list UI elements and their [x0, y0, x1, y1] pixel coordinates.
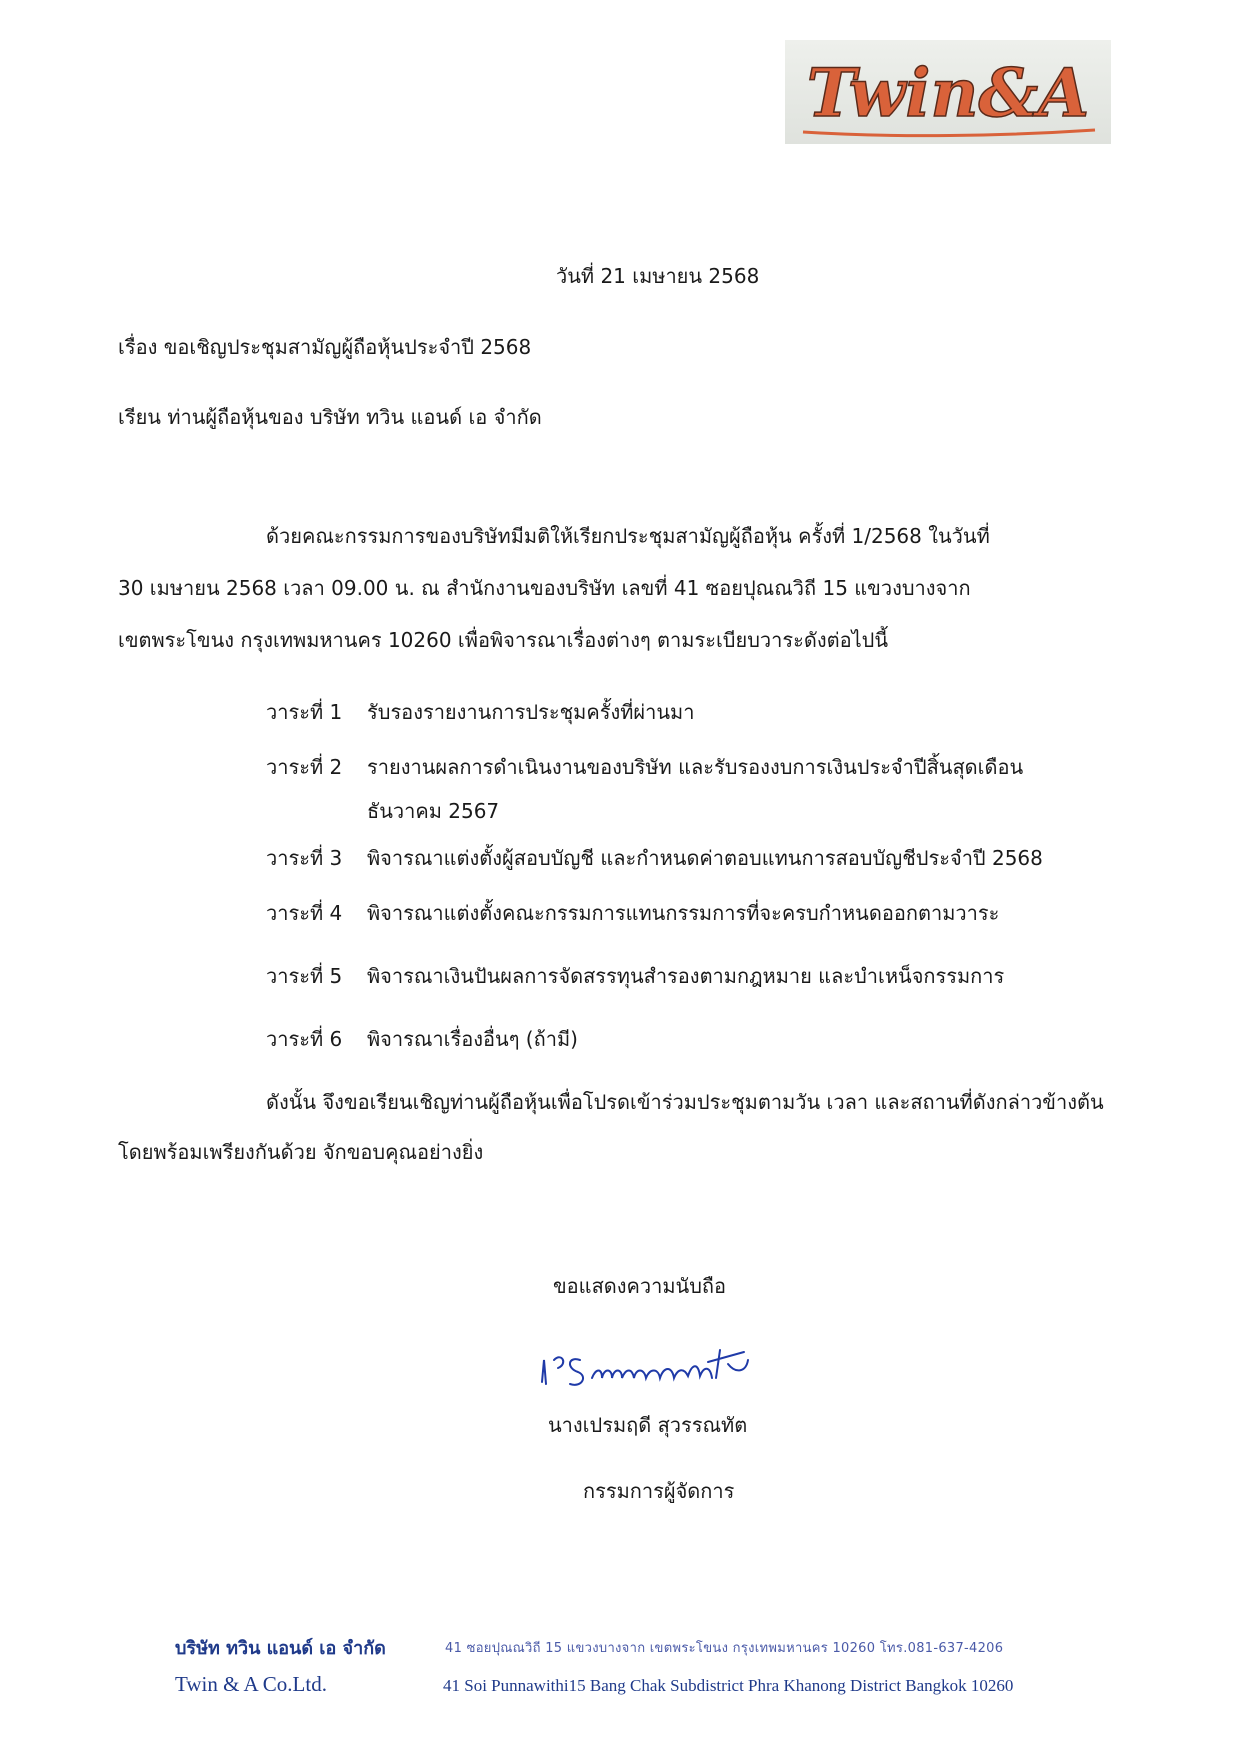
- letter-subject: เรื่อง ขอเชิญประชุมสามัญผู้ถือหุ้นประจำปี 2568: [118, 335, 532, 359]
- logo-text: Twin&A: [806, 54, 1090, 132]
- agenda-text-continuation: ธันวาคม 2567: [367, 799, 500, 823]
- intro-paragraph: [118, 522, 1118, 678]
- agenda-item: [266, 899, 999, 927]
- agenda-number: วาระที่ 1: [266, 700, 343, 724]
- agenda-text: พิจารณาเงินปันผลการจัดสรรทุนสำรองตามกฎหมาย และบำเหน็จกรรมการ: [367, 964, 1005, 988]
- agenda-item: [266, 962, 1004, 990]
- letter-recipient: เรียน ท่านผู้ถือหุ้นของ บริษัท ทวิน แอนด์ เอ จำกัด: [118, 405, 542, 429]
- agenda-item: [266, 698, 694, 726]
- closing-paragraph: [118, 1088, 1118, 1188]
- footer-company-th: บริษัท ทวิน แอนด์ เอ จำกัด: [175, 1638, 386, 1659]
- intro-line: 30 เมษายน 2568 เวลา 09.00 น. ณ สำนักงานของบริษัท เลขที่ 41 ซอยปุณณวิถี 15 แขวงบางจาก: [118, 576, 971, 600]
- footer-address-th: 41 ซอยปุณณวิถี 15 แขวงบางจาก เขตพระโขนง กรุงเทพมหานคร 10260 โทร.081-637-4206: [445, 1641, 1004, 1656]
- agenda-number: วาระที่ 4: [266, 901, 343, 925]
- company-logo: [785, 40, 1111, 144]
- agenda-text: พิจารณาแต่งตั้งผู้สอบบัญชี และกำหนดค่าตอบแทนการสอบบัญชีประจำปี 2568: [367, 846, 1043, 870]
- agenda-text: พิจารณาแต่งตั้งคณะกรรมการแทนกรรมการที่จะครบกำหนดออกตามวาระ: [367, 901, 1000, 925]
- closing-line: โดยพร้อมเพรียงกันด้วย จักขอบคุณอย่างยิ่ง: [118, 1140, 484, 1164]
- intro-line: ด้วยคณะกรรมการของบริษัทมีมติให้เรียกประชุมสามัญผู้ถือหุ้น ครั้งที่ 1/2568 ในวันที่: [266, 524, 990, 548]
- letter-date: วันที่ 21 เมษายน 2568: [556, 264, 760, 288]
- intro-line: เขตพระโขนง กรุงเทพมหานคร 10260 เพื่อพิจารณาเรื่องต่างๆ ตามระเบียบวาระดังต่อไปนี้: [118, 628, 889, 652]
- footer-company-en: Twin & A Co.Ltd.: [175, 1672, 327, 1696]
- signer-name: นางเปรมฤดี สุวรรณทัต: [548, 1413, 748, 1437]
- agenda-item: [266, 753, 1023, 825]
- agenda-text: รับรองรายงานการประชุมครั้งที่ผ่านมา: [367, 700, 695, 724]
- agenda-text: รายงานผลการดำเนินงานของบริษัท และรับรองงบการเงินประจำปีสิ้นสุดเดือน: [367, 755, 1024, 779]
- complimentary-close: ขอแสดงความนับถือ: [553, 1274, 727, 1298]
- agenda-number: วาระที่ 3: [266, 846, 343, 870]
- signer-position: กรรมการผู้จัดการ: [583, 1479, 735, 1503]
- agenda-number: วาระที่ 2: [266, 755, 343, 779]
- agenda-item: [266, 1025, 578, 1053]
- closing-line: ดังนั้น จึงขอเรียนเชิญท่านผู้ถือหุ้นเพื่อโปรดเข้าร่วมประชุมตามวัน เวลา และสถานที่ดังกล่าวข้างต้น: [266, 1090, 1104, 1114]
- agenda-number: วาระที่ 6: [266, 1027, 343, 1051]
- handwritten-signature: [532, 1338, 762, 1398]
- agenda-number: วาระที่ 5: [266, 964, 343, 988]
- footer-address-en: 41 Soi Punnawithi15 Bang Chak Subdistrict Phra Khanong District Bangkok 10260: [443, 1676, 1014, 1695]
- agenda-text: พิจารณาเรื่องอื่นๆ (ถ้ามี): [367, 1027, 578, 1051]
- agenda-item: [266, 844, 1043, 872]
